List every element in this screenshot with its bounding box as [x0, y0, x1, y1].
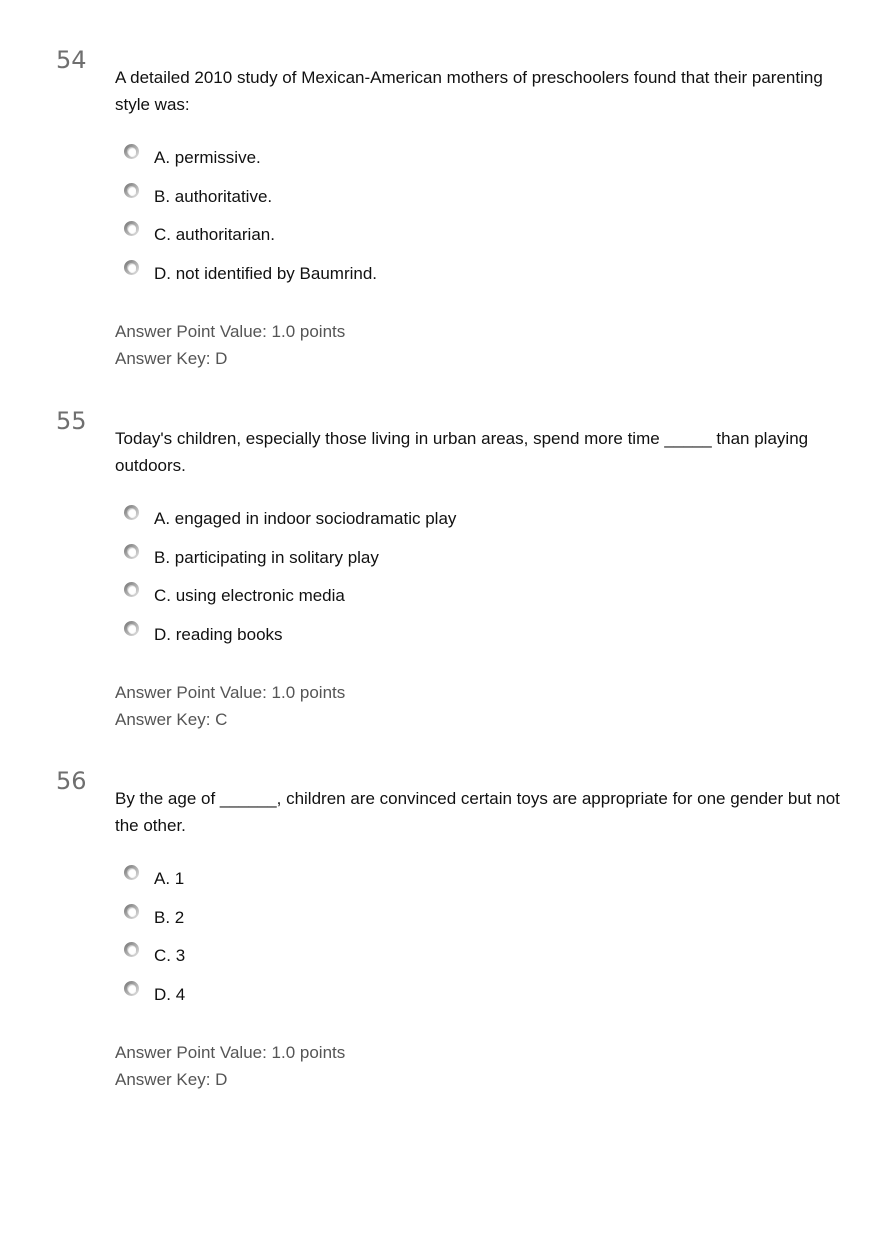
- option-a[interactable]: [124, 505, 824, 544]
- option-label: C. authoritarian.: [154, 225, 275, 244]
- question-number: 55: [56, 407, 87, 435]
- option-b[interactable]: [124, 183, 824, 222]
- option-label: D. not identified by Baumrind.: [154, 263, 378, 283]
- point-value: Answer Point Value: 1.0 points: [115, 322, 346, 341]
- option-c[interactable]: [124, 942, 824, 981]
- answer-key: Answer Key: D: [115, 1070, 228, 1089]
- option-label: C. using electronic media: [154, 586, 345, 605]
- option-b[interactable]: [124, 904, 824, 943]
- radio-button-icon[interactable]: [124, 904, 139, 919]
- point-value: Answer Point Value: 1.0 points: [115, 683, 346, 702]
- radio-button-icon[interactable]: [124, 505, 139, 520]
- radio-button-icon[interactable]: [124, 582, 139, 597]
- option-c[interactable]: [124, 221, 824, 260]
- radio-button-icon[interactable]: [124, 621, 139, 636]
- question-text: By the age of ______, children are convinced certain toys are appropriate for one gender but not the other.: [115, 789, 840, 835]
- answer-key: Answer Key: C: [115, 710, 228, 729]
- question-number: 56: [56, 767, 87, 795]
- option-b[interactable]: [124, 544, 824, 583]
- radio-button-icon[interactable]: [124, 221, 139, 236]
- option-label: D. 4: [154, 984, 186, 1004]
- point-value: Answer Point Value: 1.0 points: [115, 1043, 346, 1062]
- option-label: A. permissive.: [154, 148, 261, 167]
- radio-button-icon[interactable]: [124, 865, 139, 880]
- option-label: A. engaged in indoor sociodramatic play: [154, 509, 457, 528]
- answer-options: [124, 865, 824, 1019]
- radio-button-icon[interactable]: [124, 260, 139, 275]
- radio-button-icon[interactable]: [124, 183, 139, 198]
- question-text: A detailed 2010 study of Mexican-American mothers of preschoolers found that their parenting style was:: [115, 68, 823, 114]
- option-a[interactable]: [124, 865, 824, 904]
- option-label: B. 2: [154, 907, 185, 927]
- option-d[interactable]: [124, 981, 824, 1020]
- option-a[interactable]: [124, 144, 824, 183]
- option-label: A. 1: [154, 869, 185, 888]
- option-label: B. participating in solitary play: [154, 547, 379, 567]
- radio-button-icon[interactable]: [124, 144, 139, 159]
- question-text: Today's children, especially those living in urban areas, spend more time _____ than playing outdoors.: [115, 429, 809, 475]
- option-d[interactable]: [124, 621, 824, 660]
- option-d[interactable]: [124, 260, 824, 299]
- radio-button-icon[interactable]: [124, 544, 139, 559]
- question-number: 54: [56, 46, 87, 74]
- radio-button-icon[interactable]: [124, 942, 139, 957]
- option-label: C. 3: [154, 946, 186, 965]
- answer-key: Answer Key: D: [115, 349, 228, 368]
- answer-options: [124, 144, 824, 298]
- option-label: B. authoritative.: [154, 186, 273, 206]
- answer-options: [124, 505, 824, 659]
- radio-button-icon[interactable]: [124, 981, 139, 996]
- option-label: D. reading books: [154, 624, 283, 644]
- option-c[interactable]: [124, 582, 824, 621]
